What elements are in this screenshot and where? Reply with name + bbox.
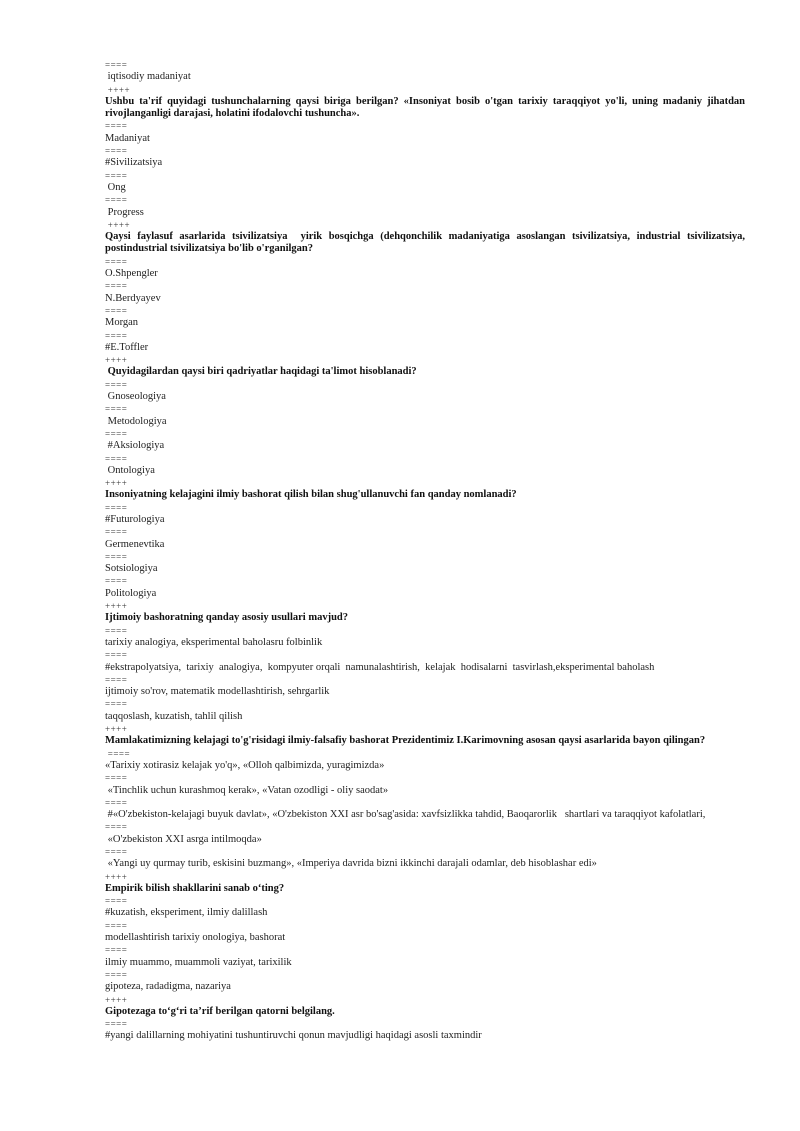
separator-line: ==== <box>105 195 128 206</box>
answer-option: gipoteza, radadigma, nazariya <box>105 981 231 993</box>
separator-line: ==== <box>105 773 128 784</box>
separator-line: ==== <box>105 748 131 759</box>
separator-line: ==== <box>105 527 128 538</box>
answer-option: Metodologiya <box>105 415 167 427</box>
end-marker-line: ++++ <box>105 355 128 366</box>
answer-option: Gnoseologiya <box>105 391 166 403</box>
separator-line: ==== <box>105 60 128 70</box>
separator-line: ==== <box>105 428 128 439</box>
answer-option: Progress <box>105 206 144 218</box>
answer-option: #Aksiologiya <box>105 440 165 452</box>
separator-line: ==== <box>105 551 128 562</box>
separator-line: ==== <box>105 625 128 636</box>
separator-line: ==== <box>105 896 128 907</box>
end-marker-line: ++++ <box>105 84 131 95</box>
separator-line: ==== <box>105 379 128 390</box>
answer-option: #kuzatish, eksperiment, ilmiy dalillash <box>105 907 268 919</box>
end-marker-line: ++++ <box>105 601 128 612</box>
answer-option: #Futurologiya <box>105 513 165 525</box>
answer-option: iqtisodiy madaniyat <box>105 71 191 83</box>
answer-option: modellashtirish tarixiy onologiya, bashorat <box>105 932 286 944</box>
separator-line: ==== <box>105 650 128 661</box>
answer-option: Morgan <box>105 317 139 329</box>
separator-line: ==== <box>105 281 128 292</box>
separator-line: ==== <box>105 453 128 464</box>
answer-option: Ontologiya <box>105 464 155 476</box>
separator-line: ==== <box>105 305 128 316</box>
answer-option: #«O'zbekiston-kelajagi buyuk davlat», «O'zbekiston XXI asr bo'sag'asida: xavfsizlikka tahdid, Baoqarorlik shartlari va taraqqiyot kafolatlari, <box>105 809 706 821</box>
separator-line: ==== <box>105 674 128 685</box>
answer-option: #yangi dalillarning mohiyatini tushuntiruvchi qonun mavjudligi haqidagi asosli taxmindir <box>105 1030 482 1042</box>
answer-option: «Tarixiy xotirasiz kelajak yo'q», «Olloh qalbimizda, yuragimizda» <box>105 759 385 771</box>
answer-option: «Yangi uy qurmay turib, eskisini buzmang», «Imperiya davrida bizni ikkinchi darajali odamlar, deb hisoblashar edi» <box>105 858 597 870</box>
answer-option: ijtimoiy so'rov, matematik modellashtirish, sehrgarlik <box>105 686 330 698</box>
answer-option: ilmiy muammo, muammoli vaziyat, tarixilik <box>105 956 292 968</box>
separator-line: ==== <box>105 822 128 833</box>
answer-option: Politologiya <box>105 587 157 599</box>
end-marker-line: ++++ <box>105 871 128 882</box>
question-text: Quyidagilardan qaysi biri qadriyatlar haqidagi ta'limot hisoblanadi? <box>105 366 417 378</box>
answer-option: #Sivilizatsiya <box>105 157 163 169</box>
separator-line: ==== <box>105 699 128 710</box>
answer-option: O.Shpengler <box>105 268 158 280</box>
question-text: Ijtimoiy bashoratning qanday asosiy usullari mavjud? <box>105 612 349 624</box>
end-marker-line: ++++ <box>105 219 131 230</box>
answer-option: Ong <box>105 181 126 193</box>
end-marker-line: ++++ <box>105 478 128 489</box>
separator-line: ==== <box>105 969 128 980</box>
question-text: Ushbu ta'rif quyidagi tushunchalarning qaysi biriga berilgan? «Insoniyat bosib o'tgan tarixiy taraqqiyot yo'li, uning madaniy jihatdan rivojlanganligi darajasi, holatini ifodalovchi tushuncha». <box>105 95 748 120</box>
question-text: Gipotezaga to‘g‘ri ta’rif berilgan qatorni belgilang. <box>105 1005 335 1017</box>
separator-line: ==== <box>105 121 128 132</box>
separator-line: ==== <box>105 1019 128 1030</box>
answer-option: «O'zbekiston XXI asrga intilmoqda» <box>105 833 262 845</box>
end-marker-line: ++++ <box>105 994 128 1005</box>
answer-option: Sotsiologiya <box>105 563 158 575</box>
separator-line: ==== <box>105 576 128 587</box>
answer-option: tarixiy analogiya, eksperimental baholasru folbinlik <box>105 636 323 648</box>
question-text: Empirik bilish shakllarini sanab o‘ting? <box>105 882 285 894</box>
separator-line: ==== <box>105 256 128 267</box>
separator-line: ==== <box>105 945 128 956</box>
separator-line: ==== <box>105 797 128 808</box>
question-text: Insoniyatning kelajagini ilmiy bashorat qilish bilan shug'ullanuvchi fan qanday nomlanadi? <box>105 489 517 501</box>
answer-option: N.Berdyayev <box>105 292 161 304</box>
answer-option: #ekstrapolyatsiya, tarixiy analogiya, kompyuter orqali namunalashtirish, kelajak hodisalarni tasvirlash,eksperimental baholash <box>105 661 655 673</box>
separator-line: ==== <box>105 502 128 513</box>
answer-option: #E.Toffler <box>105 341 149 353</box>
separator-line: ==== <box>105 146 128 157</box>
answer-option: «Tinchlik uchun kurashmoq kerak», «Vatan ozodligi - oliy saodat» <box>105 784 389 796</box>
question-text: Mamlakatimizning kelajagi to'g'risidagi ilmiy-falsafiy bashorat Prezidentimiz I.Karimovning asosan qaysi asarlarida bayon qilingan? <box>105 735 706 747</box>
question-text: Qaysi faylasuf asarlarida tsivilizatsiya yirik bosqichga (dehqonchilik madaniyatiga asoslangan tsivilizatsiya, industrial tsivilizatsiya, postindustrial tsivilizatsiya bo'lib o'rganilgan? <box>105 231 748 255</box>
answer-option: Madaniyat <box>105 132 150 144</box>
separator-line: ==== <box>105 404 128 415</box>
separator-line: ==== <box>105 847 128 857</box>
separator-line: ==== <box>105 920 128 931</box>
document-page <box>105 59 748 1043</box>
answer-option: taqqoslash, kuzatish, tahlil qilish <box>105 710 243 722</box>
end-marker-line: ++++ <box>105 724 128 735</box>
answer-option: Germenevtika <box>105 538 165 550</box>
separator-line: ==== <box>105 170 128 181</box>
separator-line: ==== <box>105 330 128 341</box>
